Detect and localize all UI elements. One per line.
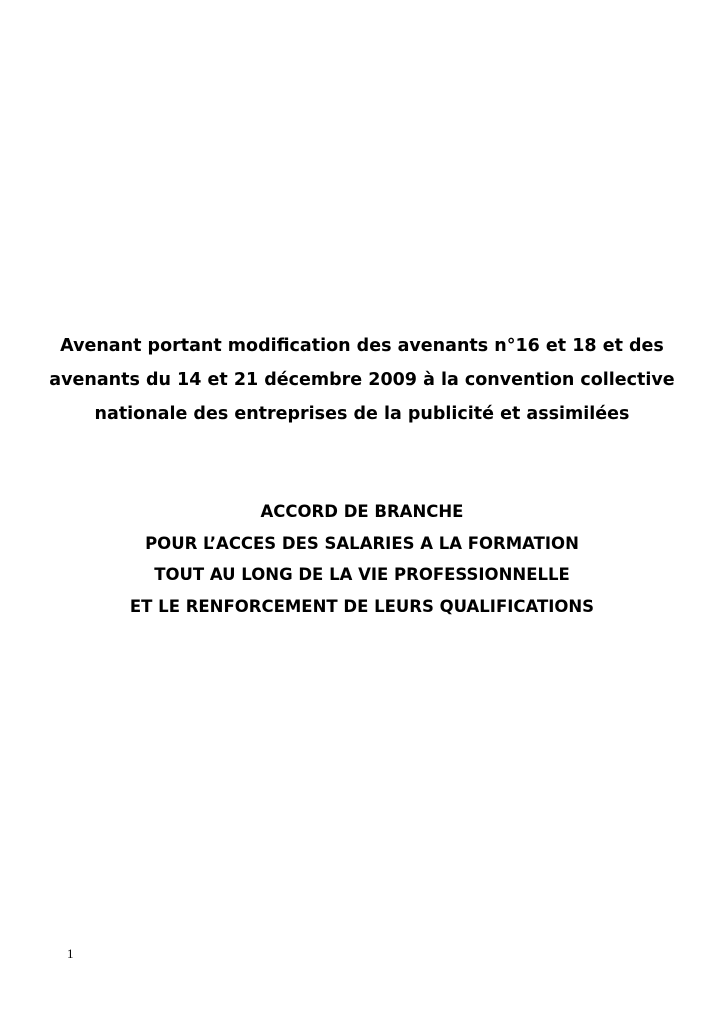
- title-line: avenants du 14 et 21 décembre 2009 à la convention collective: [49, 370, 675, 390]
- document-title: [40, 329, 684, 431]
- accord-line: ET LE RENFORCEMENT DE LEURS QUALIFICATIONS: [129, 596, 595, 616]
- title-line: nationale des entreprises de la publicité et assimilées: [94, 404, 630, 424]
- accord-line: ACCORD DE BRANCHE: [260, 502, 464, 521]
- accord-line: TOUT AU LONG DE LA VIE PROFESSIONNELLE: [154, 565, 570, 584]
- title-line: Avenant portant modification des avenants n°16 et 18 et des: [60, 336, 664, 356]
- page-number: 1: [67, 946, 74, 961]
- accord-heading: [40, 496, 684, 622]
- accord-line: POUR L’ACCES DES SALARIES A LA FORMATION: [145, 533, 579, 553]
